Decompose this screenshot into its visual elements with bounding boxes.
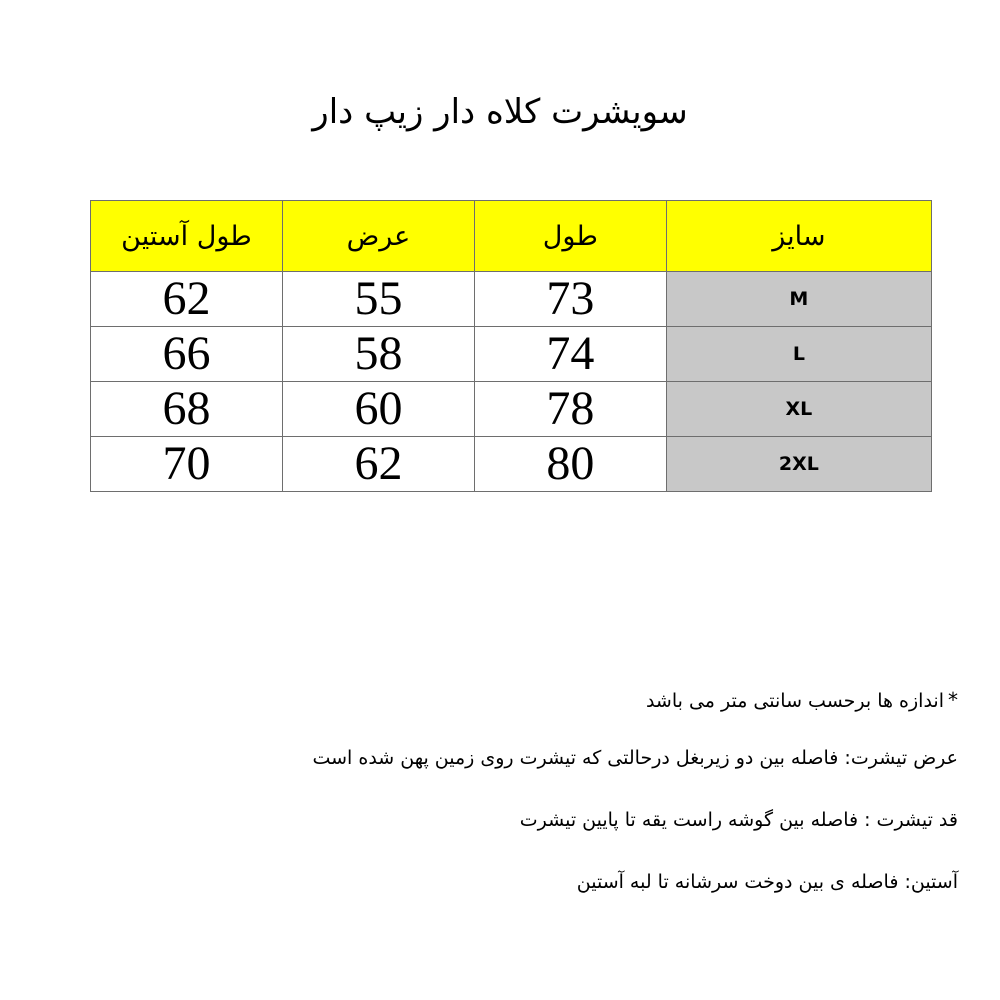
size-chart-table <box>90 200 932 492</box>
width-cell: 62 <box>282 437 474 492</box>
width-cell: 60 <box>282 382 474 437</box>
size-cell: M <box>666 272 931 327</box>
size-cell: XL <box>666 382 931 437</box>
table-header-row <box>91 201 932 272</box>
length-cell: 73 <box>474 272 666 327</box>
header-size: سایز <box>666 201 931 272</box>
sleeve-cell: 66 <box>91 327 283 382</box>
note-sleeve: آستین: فاصله ی بین دوخت سرشانه تا لبه آستین <box>576 871 958 893</box>
length-cell: 80 <box>474 437 666 492</box>
size-cell: 2XL <box>666 437 931 492</box>
sleeve-cell: 70 <box>91 437 283 492</box>
size-cell: L <box>666 327 931 382</box>
sleeve-cell: 68 <box>91 382 283 437</box>
note-width: عرض تیشرت: فاصله بین دو زیربغل درحالتی که تیشرت روی زمین پهن شده است <box>312 747 958 769</box>
measurement-notes <box>98 685 958 897</box>
length-cell: 74 <box>474 327 666 382</box>
table-row <box>91 437 932 492</box>
asterisk-icon: * <box>948 688 958 712</box>
header-sleeve-length: طول آستین <box>91 201 283 272</box>
table-row <box>91 327 932 382</box>
note-units-text: اندازه ها برحسب سانتی متر می باشد <box>645 690 944 712</box>
table-row <box>91 272 932 327</box>
width-cell: 55 <box>282 272 474 327</box>
table-row <box>91 382 932 437</box>
page-title: سویشرت کلاه دار زیپ دار <box>312 92 688 132</box>
header-width: عرض <box>282 201 474 272</box>
length-cell: 78 <box>474 382 666 437</box>
header-length: طول <box>474 201 666 272</box>
sleeve-cell: 62 <box>91 272 283 327</box>
note-length: قد تیشرت : فاصله بین گوشه راست یقه تا پایین تیشرت <box>519 809 958 831</box>
width-cell: 58 <box>282 327 474 382</box>
note-units <box>98 685 958 715</box>
